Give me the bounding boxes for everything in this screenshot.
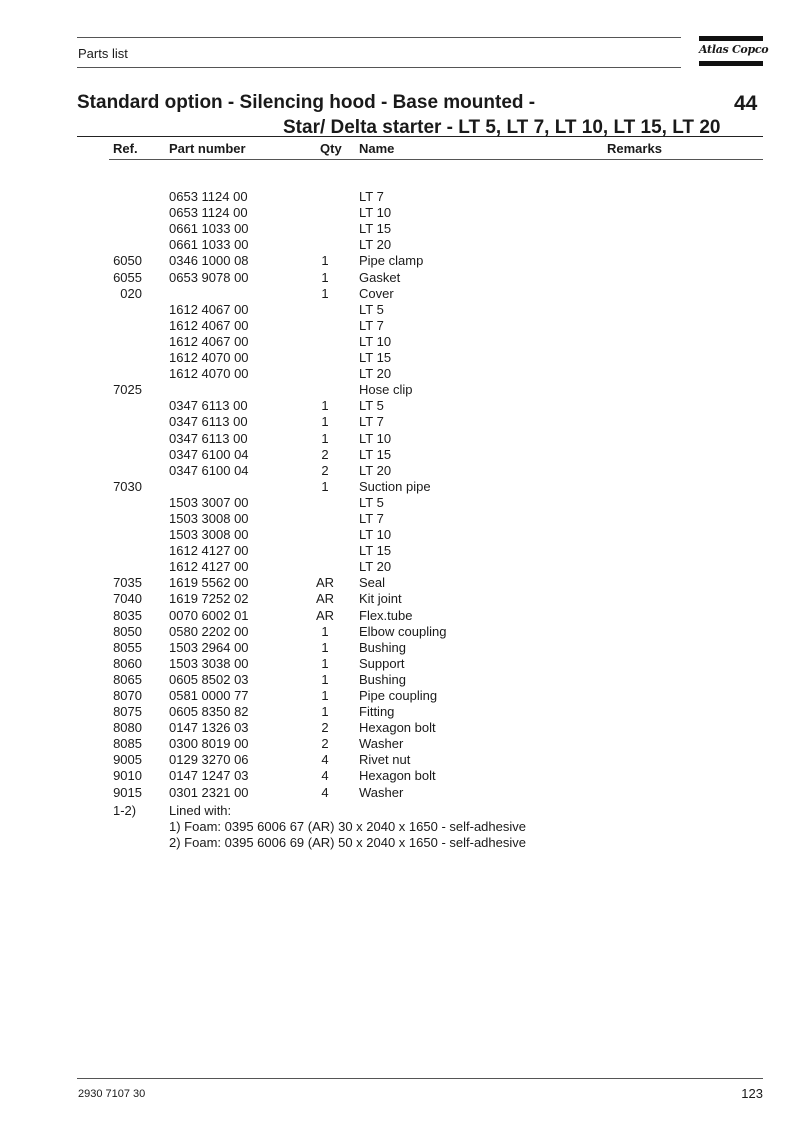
qty-cell: AR [315,575,335,591]
qty-cell: 4 [321,784,329,800]
part-number-cell: 0346 1000 08 [169,253,249,269]
part-number-cell: 1612 4070 00 [169,350,249,366]
name-cell: Cover [359,285,394,301]
name-cell: LT 7 [359,510,384,526]
title-rule [77,136,763,137]
part-number-cell: 0580 2202 00 [169,623,249,639]
qty-cell: 1 [321,398,329,414]
name-cell: LT 7 [359,317,384,333]
name-cell: Pipe coupling [359,688,438,703]
name-cell: LT 5 [359,494,384,510]
qty-cell: 1 [321,285,329,301]
table-row [0,768,800,784]
ref-cell: 8055 [113,639,142,655]
qty-cell: 1 [321,478,329,494]
table-row [0,640,800,656]
name-cell: LT 15 [359,543,392,559]
ref-cell: 8060 [113,655,142,671]
part-number-cell: 0653 1124 00 [169,189,248,205]
part-number-cell: 1619 5562 00 [169,575,249,591]
table-row [0,704,800,720]
name-cell: Support [359,655,405,671]
table-row [0,414,800,430]
part-number-cell: 0581 0000 77 [169,688,249,703]
ref-cell: 8070 [113,688,142,703]
qty-cell: 1 [321,430,329,446]
table-row [0,672,800,688]
part-number-cell: 0129 3270 06 [169,752,249,768]
qty-cell: 1 [321,253,329,269]
part-number-cell: 1612 4067 00 [169,333,249,349]
table-row [0,495,800,511]
name-cell: Suction pipe [359,478,431,494]
qty-cell: 1 [321,688,329,703]
name-cell: Pipe clamp [359,253,424,269]
table-row [0,527,800,543]
table-row [0,237,800,253]
ref-cell: 7040 [113,591,142,607]
part-number-cell: 0147 1247 03 [169,768,249,784]
part-number-cell: 1503 3008 00 [169,510,249,526]
part-number-cell: 0300 8019 00 [169,736,249,752]
column-header-qty: Qty [320,141,342,156]
table-row [0,382,800,398]
qty-cell: AR [315,607,335,623]
note-line: 1) Foam: 0395 6006 67 (AR) 30 x 2040 x 1650 - self-adhesive [169,819,526,834]
name-cell: Rivet nut [359,752,411,768]
part-number-cell: 0653 1124 00 [169,205,248,221]
name-cell: Washer [359,784,404,800]
qty-cell: AR [315,591,335,607]
name-cell: LT 7 [359,414,384,430]
section-number: 44 [734,92,758,115]
qty-cell: 1 [321,623,329,639]
qty-cell: 1 [321,269,329,285]
document-number: 2930 7107 30 [78,1088,146,1100]
name-cell: LT 10 [359,333,392,349]
name-cell: Elbow coupling [359,623,447,639]
table-row [0,431,800,447]
table-row [0,591,800,607]
header-label: Parts list [78,46,128,61]
part-number-cell: 0605 8502 03 [169,671,249,687]
table-row [0,608,800,624]
name-cell: LT 10 [359,527,392,543]
name-cell: Bushing [359,671,406,687]
name-cell: LT 20 [359,462,392,478]
name-cell: Gasket [359,269,401,285]
table-row [0,253,800,269]
name-cell: LT 5 [359,301,384,317]
table-row [0,350,800,366]
qty-cell: 4 [321,752,329,768]
note-line: 2) Foam: 0395 6006 69 (AR) 50 x 2040 x 1650 - self-adhesive [169,835,526,850]
column-header-part-number: Part number [169,141,246,156]
table-row [0,286,800,302]
part-number-cell: 0347 6113 00 [169,414,248,430]
part-number-cell: 0347 6113 00 [169,398,248,414]
qty-cell: 2 [321,446,329,462]
table-row [0,205,800,221]
part-number-cell: 1612 4067 00 [169,317,249,333]
table-row [0,720,800,736]
ref-cell: 6055 [113,269,142,285]
table-row [0,656,800,672]
part-number-cell: 0147 1326 03 [169,720,249,736]
table-row [0,752,800,768]
name-cell: LT 20 [359,559,392,575]
qty-cell: 2 [321,462,329,478]
logo-text: Atlas Copco [699,43,769,56]
table-row [0,302,800,318]
qty-cell: 1 [321,414,329,430]
name-cell: LT 15 [359,350,392,366]
table-row [0,736,800,752]
table-row [0,575,800,591]
name-cell: LT 15 [359,221,392,237]
ref-cell: 020 [120,285,142,301]
table-row [0,447,800,463]
column-header-name: Name [359,141,395,156]
part-number-cell: 0653 9078 00 [169,269,249,285]
logo-bar-bottom [699,61,763,66]
table-row [0,270,800,286]
table-row [0,543,800,559]
part-number-cell: 1612 4127 00 [169,559,249,575]
column-header-remarks: Remarks [607,141,662,156]
table-row [0,463,800,479]
qty-cell: 1 [321,655,329,671]
footer-rule [77,1078,763,1079]
ref-cell: 8050 [113,623,142,639]
page-number: 123 [741,1086,763,1101]
table-row [0,511,800,527]
qty-cell: 2 [321,720,329,736]
table-row [0,173,800,189]
name-cell: Fitting [359,704,395,720]
name-cell: Seal [359,575,386,591]
table-row [0,559,800,575]
ref-cell: 9010 [113,768,142,784]
ref-cell: 7035 [113,575,142,591]
ref-cell: 8065 [113,671,142,687]
name-cell: LT 20 [359,366,392,382]
qty-cell: 1 [321,704,329,720]
atlas-copco-logo [699,36,769,68]
header-rule-bottom [77,67,681,68]
part-number-cell: 0070 6002 01 [169,607,249,623]
name-cell: Hexagon bolt [359,768,436,784]
part-number-cell: 0661 1033 00 [169,237,249,253]
page-title-line2: Star/ Delta starter - LT 5, LT 7, LT 10, LT 15, LT 20 [283,117,721,138]
name-cell: LT 15 [359,446,392,462]
name-cell: Hose clip [359,382,413,398]
table-row [0,318,800,334]
part-number-cell: 0661 1033 00 [169,221,249,237]
name-cell: LT 20 [359,237,392,253]
name-cell: Kit joint [359,591,402,607]
table-row [0,688,800,704]
name-cell: LT 10 [359,430,392,446]
part-number-cell: 0605 8350 82 [169,704,249,720]
name-cell: LT 10 [359,205,392,221]
ref-cell: 9005 [113,752,142,768]
column-header-rule [109,159,763,160]
part-number-cell: 1503 3008 00 [169,527,249,543]
part-number-cell: 1612 4067 00 [169,301,249,317]
part-number-cell: 1612 4070 00 [169,366,249,382]
table-row [0,479,800,495]
qty-cell: 2 [321,736,329,752]
qty-cell: 4 [321,768,329,784]
part-number-cell: 1503 2964 00 [169,639,249,655]
table-row [0,221,800,237]
ref-cell: 8080 [113,720,142,736]
name-cell: LT 5 [359,398,384,414]
name-cell: Bushing [359,639,406,655]
header-rule-top [77,37,681,38]
name-cell: Washer [359,736,404,752]
ref-cell: 8075 [113,704,142,720]
qty-cell: 1 [321,639,329,655]
table-row [0,189,800,205]
part-number-cell: 1619 7252 02 [169,591,249,607]
part-number-cell: 0301 2321 00 [169,784,249,800]
ref-cell: 9015 [113,784,142,800]
part-number-cell: 0347 6100 04 [169,446,249,462]
table-row [0,334,800,350]
table-row [0,398,800,414]
table-row [0,366,800,382]
note-ref: 1-2) [113,803,137,818]
parts-table [0,173,800,801]
name-cell: Hexagon bolt [359,720,436,736]
name-cell: LT 7 [359,189,384,205]
logo-bar-top [699,36,763,41]
part-number-cell: 0347 6100 04 [169,462,249,478]
ref-cell: 6050 [113,253,142,269]
table-row [0,624,800,640]
qty-cell: 1 [321,671,329,687]
part-number-cell: 1503 3007 00 [169,494,249,510]
ref-cell: 8085 [113,736,142,752]
part-number-cell: 0347 6113 00 [169,430,248,446]
note-line: Lined with: [169,803,232,818]
column-header-ref: Ref. [113,141,138,156]
ref-cell: 7030 [113,478,142,494]
page-title-line1: Standard option - Silencing hood - Base mounted - [77,92,536,113]
table-row [0,785,800,801]
ref-cell: 8035 [113,607,142,623]
name-cell: Flex.tube [359,607,413,623]
part-number-cell: 1612 4127 00 [169,543,249,559]
part-number-cell: 1503 3038 00 [169,655,249,671]
ref-cell: 7025 [113,382,142,398]
